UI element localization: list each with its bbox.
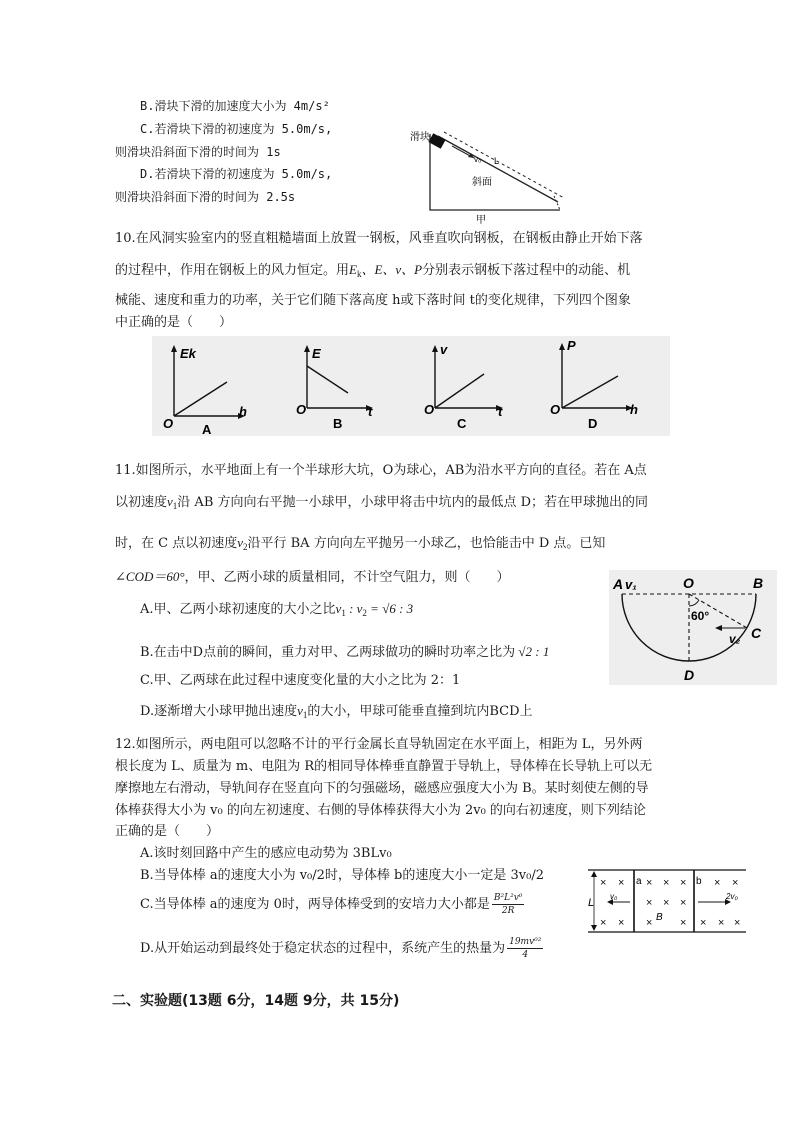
q10-line3: 械能、速度和重力的功率，关于它们随下落高度 h或下落时间 t的变化规律，下列四个图象: [115, 293, 631, 308]
graph-c-origin: O: [424, 402, 435, 417]
svg-text:×: ×: [600, 877, 607, 889]
svg-text:×: ×: [714, 877, 721, 889]
graph-d-ylabel: P: [567, 338, 576, 353]
section-heading-experiments: 二、实验题(13题 6分，14题 9分，共 15分): [112, 993, 400, 1009]
q12-line2: 根长度为 L、质量为 m、电阻为 R的相同导体棒垂直静置于导轨上，导体棒在长导轨上可以无: [115, 759, 653, 774]
graph-a-origin: O: [163, 416, 174, 431]
graph-a-ylabel: Ek: [180, 346, 196, 361]
q12-option-b: B.当导体棒 a的速度大小为 v₀/2时，导体棒 b的速度大小一定是 3v₀/2: [140, 868, 544, 883]
q11-line3: 时，在 C 点以初速度$v_2$沿平行 BA 方向向左平抛另一小球乙，也恰能击中 D 点。已知: [115, 535, 606, 552]
graph-a-label: A: [202, 422, 212, 436]
q9-option-d-line1: D.若滑块下滑的初速度为 5.0m/s,: [140, 167, 333, 181]
q12-line4: 体棒获得大小为 v₀ 的向左初速度、右侧的导体棒获得大小为 2v₀ 的向右初速度，则下列结论: [115, 803, 646, 818]
q12-option-a: A.该时刻回路中产生的感应电动势为 3BLv₀: [140, 846, 392, 861]
graph-c-xlabel: t: [498, 404, 503, 419]
svg-text:×: ×: [600, 917, 607, 929]
q10-line4: 中正确的是（ ）: [115, 315, 233, 330]
q11-line4: ∠COD＝60°，甲、乙两小球的质量相同，不计空气阻力，则（ ）: [115, 569, 510, 585]
svg-text:×: ×: [663, 897, 670, 909]
point-d: D: [684, 667, 695, 683]
q11-option-a: A.甲、乙两小球初速度的大小之比$v_1$ : $v_2 = √6$ : 3: [140, 601, 414, 618]
point-o: O: [683, 575, 694, 591]
length-label: L: [494, 156, 500, 166]
graph-options-strip: [152, 336, 670, 436]
q9-option-d-line2: 则滑块沿斜面下滑的时间为 2.5s: [115, 190, 296, 204]
graph-b-ylabel: E: [312, 346, 321, 361]
q11-option-d: D.逐渐增大小球甲抛出速度$v_1$的大小，甲球可能垂直撞到坑内BCD上: [140, 703, 533, 720]
rail-separation-label: L: [588, 897, 595, 909]
svg-text:×: ×: [718, 917, 725, 929]
svg-text:×: ×: [663, 877, 670, 889]
field-label: B: [656, 912, 663, 923]
v2-label: v₂: [729, 632, 741, 646]
figure-caption: 甲: [476, 215, 486, 226]
graph-b-label: B: [333, 416, 343, 431]
q12-c-fraction: $\frac{\text{B²L²v⁰}}{2R}$: [493, 893, 523, 916]
q12-line3: 摩擦地左右滑动，导轨间存在竖直向下的匀强磁场，磁感应强度大小为 B。某时刻使左侧的导: [115, 781, 649, 796]
rails-figure: [588, 866, 746, 938]
graph-c-ylabel: v: [440, 342, 448, 357]
q11-line1: 11.如图所示，水平地面上有一个半球形大坑，O为球心，AB为沿水平方向的直径。若在 A点: [115, 463, 647, 478]
incline-figure: [408, 122, 573, 226]
svg-text:×: ×: [700, 917, 707, 929]
graph-d-xlabel: h: [630, 402, 638, 417]
svg-text:×: ×: [646, 917, 653, 929]
q12-d-fraction: $\frac{\text{19mv⁰²}}{4}$: [509, 937, 542, 960]
svg-text:×: ×: [618, 877, 625, 889]
graph-d-origin: O: [550, 402, 561, 417]
rod-b-velocity: 2v₀: [726, 892, 738, 901]
q9-option-b: B.滑块下滑的加速度大小为 4m/s²: [140, 99, 330, 113]
q12-option-d: D.从开始运动到最终处于稳定状态的过程中，系统产生的热量为 $\frac{\text{19mv⁰²}}{4}$: [140, 937, 542, 960]
q12-option-c: C.当导体棒 a的速度为 0时，两导体棒受到的安培力大小都是 $\frac{\text{B²L²v⁰}}{2R}$: [140, 893, 523, 916]
q10-line1: 10.在风洞实验室内的竖直粗糙墙面上放置一钢板，风垂直吹向钢板，在钢板由静止开始下落: [115, 231, 643, 246]
q12-line1: 12.如图所示，两电阻可以忽略不计的平行金属长直导轨固定在水平面上，相距为 L，另外两: [115, 737, 643, 752]
v1-label: v₁: [625, 577, 637, 592]
rod-b-label: b: [696, 876, 702, 887]
hemisphere-pit-figure: [609, 570, 777, 685]
graph-d-label: D: [588, 416, 598, 431]
rod-a-label: a: [636, 876, 642, 887]
graph-c-label: C: [457, 416, 467, 431]
q11-line2: 以初速度$v_1$沿 AB 方向向右平抛一小球甲，小球甲将击中坑内的最低点 D；若在甲球抛出的同: [115, 494, 649, 511]
slope-label: 斜面: [472, 177, 492, 188]
q9-option-c-line2: 则滑块沿斜面下滑的时间为 1s: [115, 145, 281, 159]
svg-text:×: ×: [734, 917, 741, 929]
svg-text:×: ×: [732, 877, 739, 889]
graph-b-origin: O: [296, 402, 307, 417]
rod-a-velocity: v₀: [610, 892, 618, 901]
svg-text:×: ×: [618, 917, 625, 929]
q12-line5: 正确的是（ ）: [115, 824, 220, 839]
block-label: 滑块: [410, 132, 430, 143]
q10-line2: 的过程中，作用在钢板上的风力恒定。用$E_k$、E、v、P分别表示钢板下落过程中的动能、机: [115, 262, 631, 279]
graph-a-xlabel: h: [239, 404, 247, 419]
point-b: B: [753, 575, 764, 591]
svg-text:×: ×: [680, 917, 687, 929]
svg-text:×: ×: [680, 897, 687, 909]
svg-text:×: ×: [680, 877, 687, 889]
point-a: A: [613, 576, 624, 592]
graph-b-xlabel: t: [368, 404, 373, 419]
velocity-label: v₀: [474, 155, 482, 164]
svg-text:×: ×: [646, 897, 653, 909]
angle-label: 60°: [691, 609, 710, 623]
q9-option-c-line1: C.若滑块下滑的初速度为 5.0m/s,: [140, 122, 333, 136]
point-c: C: [751, 625, 762, 641]
q11-option-b: B.在击中D点前的瞬间，重力对甲、乙两球做功的瞬时功率之比为 √2 : 1: [140, 644, 550, 660]
q11-option-c: C.甲、乙两球在此过程中速度变化量的大小之比为 2：1: [140, 673, 461, 688]
svg-text:×: ×: [646, 877, 653, 889]
